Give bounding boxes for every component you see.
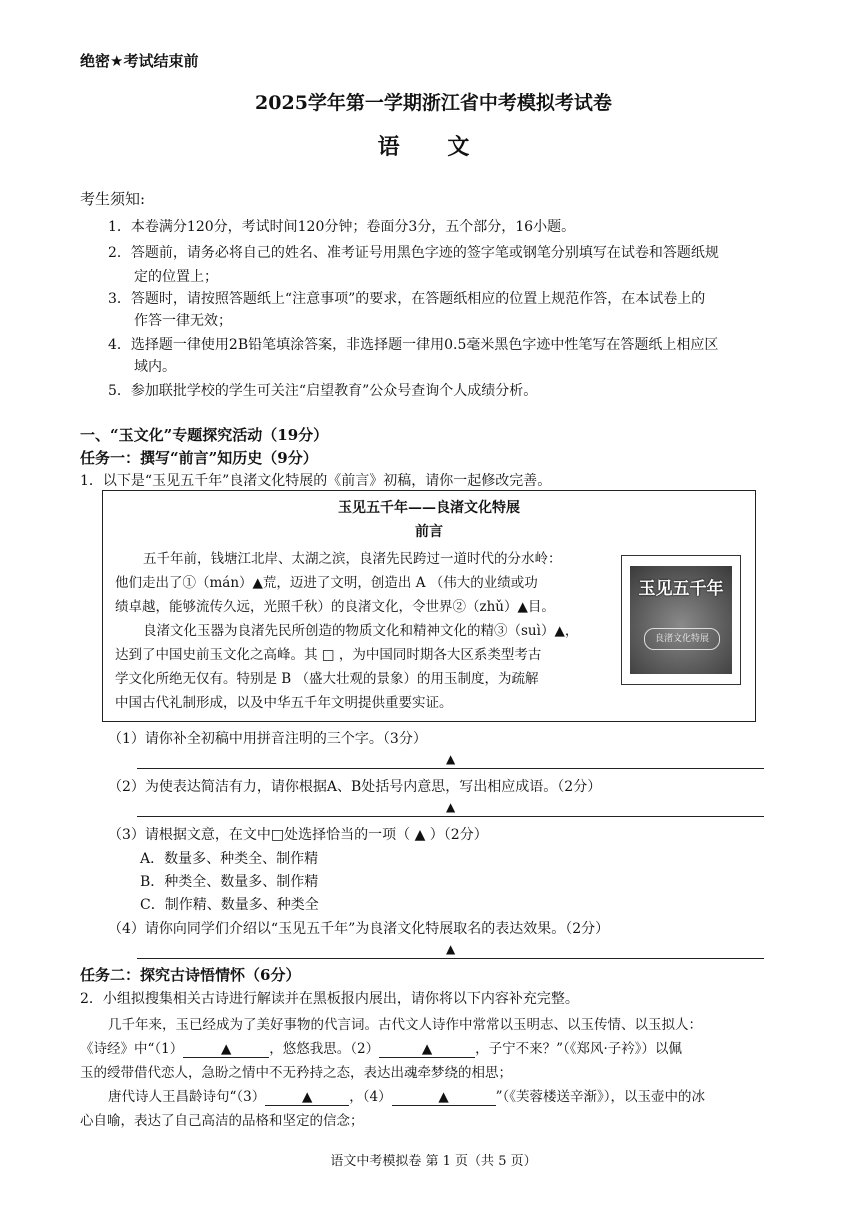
section-heading: 一、“玉文化”专题探究活动（19分）	[80, 426, 329, 444]
paragraph-text: ，子宁不来？”（《郑风·子衿》）以佩	[475, 1041, 683, 1057]
preface-line: 五千年前，钱塘江北岸、太湖之滨，良渚先民跨过一道时代的分水岭：	[143, 551, 562, 567]
option-b[interactable]: B．种类全、数量多、制作精	[140, 874, 319, 890]
answer-line[interactable]	[137, 958, 764, 959]
paragraph: 心自喻，表达了自己高洁的品格和坚定的信念；	[80, 1113, 364, 1129]
notice-item: 定的位置上；	[134, 269, 218, 285]
answer-marker: ▲	[446, 942, 456, 956]
blank-1[interactable]	[183, 1041, 269, 1058]
question-2: 2．小组拟搜集相关古诗进行解读并在黑板报内展出，请你将以下内容补充完整。	[80, 991, 579, 1007]
paragraph-text: ，（4）	[349, 1089, 392, 1105]
notice-heading: 考生须知:	[80, 190, 146, 208]
subquestion-1: （1）请你补全初稿中用拼音注明的三个字。（3分）	[108, 731, 427, 747]
option-c[interactable]: C．制作精、数量多、种类全	[140, 897, 319, 913]
subject-title: 语 文	[377, 134, 490, 160]
preface-title: 玉见五千年——良渚文化特展	[338, 500, 520, 516]
paragraph-text: 唐代诗人王昌龄诗句“（3）	[108, 1089, 266, 1105]
task-heading: 任务二：探究古诗悟情怀（6分）	[80, 966, 301, 984]
answer-marker: ▲	[221, 1041, 232, 1057]
paragraph-text: ，悠悠我思。（2）	[269, 1041, 380, 1057]
paragraph: 玉的绶带借代恋人，急盼之情中不无矜持之态，表达出魂牵梦绕的相思；	[80, 1065, 512, 1081]
notice-item: 域内。	[134, 359, 176, 375]
paragraph-with-blanks	[108, 1085, 705, 1106]
subquestion-2: （2）为使表达简洁有力，请你根据A、B处括号内意思，写出相应成语。（2分）	[108, 779, 602, 795]
paragraph-with-blanks	[80, 1037, 682, 1058]
option-a[interactable]: A．数量多、种类全、制作精	[140, 851, 319, 867]
answer-marker: ▲	[446, 752, 456, 766]
task-heading: 任务一：撰写“前言”知历史（9分）	[80, 449, 318, 467]
paragraph: 几千年来，玉已经成为了美好事物的代言词。古代文人诗作中常常以玉明志、以玉传情、以玉拟人：	[108, 1017, 702, 1033]
notice-item: 5．参加联批学校的学生可关注“启望教育”公众号查询个人成绩分析。	[108, 383, 538, 399]
preface-line: 中国古代礼制形成，以及中华五千年文明提供重要实证。	[115, 695, 453, 711]
preface-line: 绩卓越，能够流传久远，光照千秋）的良渚文化，令世界②（zhǔ）▲目。	[115, 599, 555, 615]
blank-3[interactable]	[265, 1089, 349, 1106]
answer-marker: ▲	[438, 1089, 449, 1105]
preface-line: 达到了中国史前玉文化之高峰。其 □ ，为中国同时期各大区系类型考古	[115, 647, 542, 663]
notice-item: 1．本卷满分120分，考试时间120分钟；卷面分3分，五个部分，16小题。	[108, 219, 576, 235]
preface-subtitle: 前言	[415, 524, 443, 540]
question-1: 1．以下是“玉见五千年”良渚文化特展的《前言》初稿，请你一起修改完善。	[80, 473, 552, 489]
notice-item: 3．答题时，请按照答题纸上“注意事项”的要求，在答题纸相应的位置上规范作答，在本试卷上的	[108, 291, 706, 307]
preface-line: 他们走出了①（mán）▲荒，迈进了文明，创造出 A （伟大的业绩或功	[115, 575, 538, 591]
subquestion-4: （4）请你向同学们介绍以“玉见五千年”为良渚文化特展取名的表达效果。（2分）	[108, 921, 610, 937]
paragraph-text: ”（《芙蓉楼送辛渐》），以玉壶中的冰	[495, 1089, 705, 1105]
notice-item: 2．答题前，请务必将自己的姓名、准考证号用黑色字迹的签字笔或钢笔分别填写在试卷和答题纸规	[108, 245, 719, 261]
notice-item: 4．选择题一律使用2B铅笔填涂答案，非选择题一律用0.5毫米黑色字迹中性笔写在答题纸上相应区	[108, 337, 719, 353]
answer-line[interactable]	[137, 768, 764, 769]
paragraph-text: 《诗经》中“（1）	[80, 1041, 184, 1057]
subquestion-3: （3）请根据文意，在文中□处选择恰当的一项（ ▲ ）（2分）	[108, 827, 488, 843]
answer-line[interactable]	[137, 816, 764, 817]
answer-marker: ▲	[421, 1041, 433, 1057]
preface-box	[102, 490, 756, 722]
answer-marker: ▲	[302, 1089, 313, 1105]
exam-title: 2025学年第一学期浙江省中考模拟考试卷	[255, 92, 612, 114]
confidential-label: 绝密★考试结束前	[80, 52, 199, 70]
blank-4[interactable]	[392, 1089, 496, 1106]
exhibition-image-title: 玉见五千年	[638, 579, 724, 599]
notice-item: 作答一律无效；	[134, 313, 232, 329]
exhibition-image	[621, 555, 741, 685]
blank-2[interactable]	[379, 1041, 475, 1058]
preface-line: 良渚文化玉器为良渚先民所创造的物质文化和精神文化的精③（suì）▲，	[143, 623, 579, 639]
page-footer: 语文中考模拟卷 第 1 页（共 5 页）	[330, 1154, 537, 1169]
answer-marker: ▲	[446, 800, 456, 814]
exhibition-image-badge: 良渚文化特展	[644, 628, 720, 650]
preface-line: 学文化所绝无仅有。特别是 B （盛大壮观的景象）的用玉制度，为疏解	[115, 671, 539, 687]
